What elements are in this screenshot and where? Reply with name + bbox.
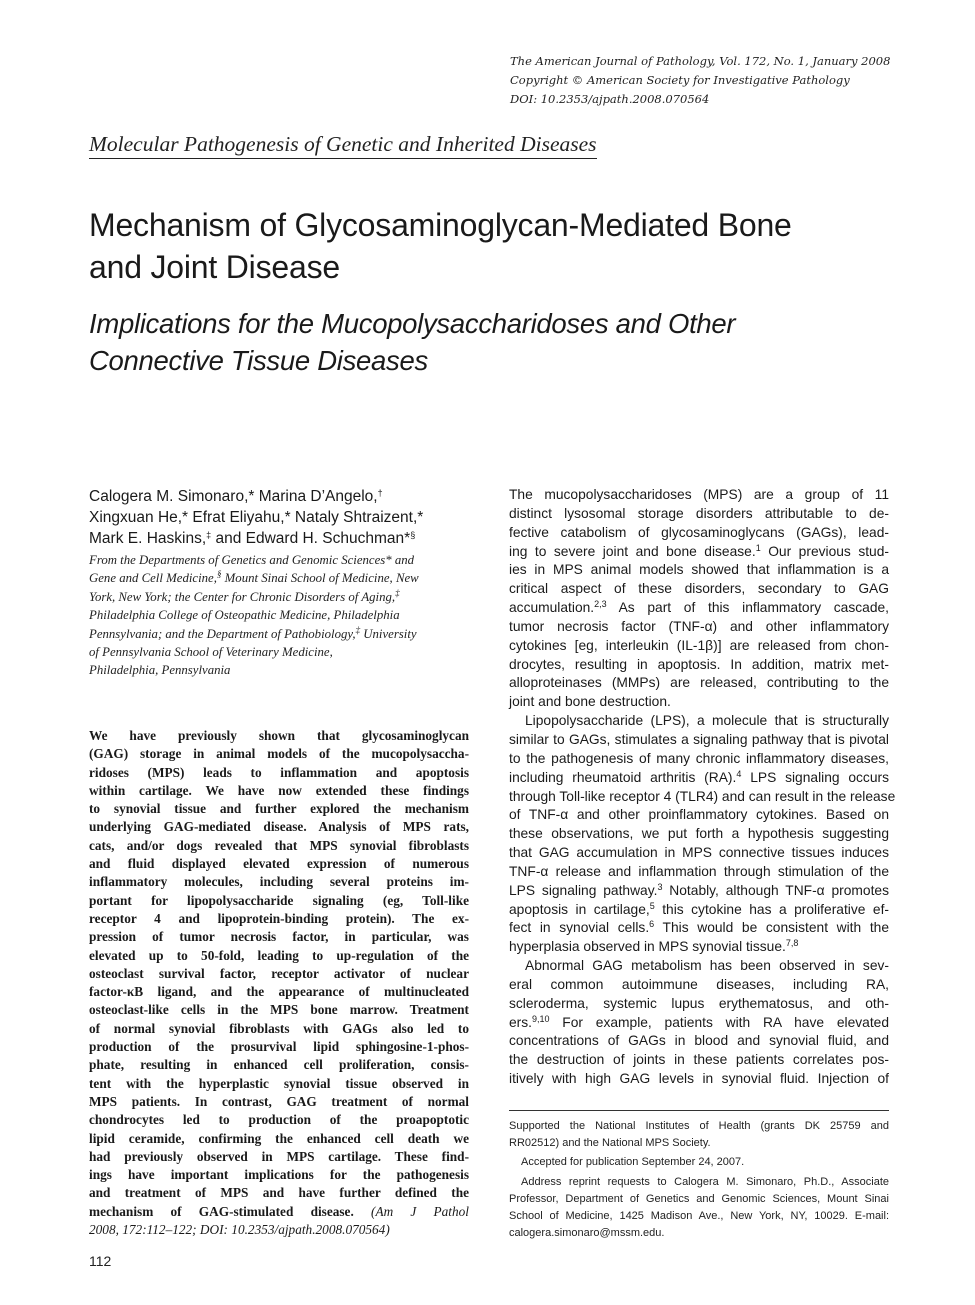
affiliation-text: Gene and Cell Medicine, xyxy=(89,571,217,586)
abstract-line: and fluid displayed elevated expression of numerous xyxy=(89,856,469,872)
affiliation-mark: § xyxy=(216,569,222,580)
abstract-line: factor-κB ligand, and the appearance of multinucleated xyxy=(89,984,469,1000)
body-line xyxy=(509,919,889,938)
reference-mark: 4 xyxy=(736,768,742,779)
affiliation-line: From the Departments of Genetics and Genomic Sciences* and xyxy=(89,553,415,567)
abstract-line: pression of tumor necrosis factor, in particular, was xyxy=(89,929,469,945)
abstract-line: of normal synovial fibroblasts with GAGs also led to xyxy=(89,1020,469,1036)
affiliation-line: Philadelphia College of Osteopathic Medicine, Philadelphia xyxy=(89,608,400,623)
abstract-text: mechanism of GAG-stimulated disease. xyxy=(89,1203,354,1219)
abstract-line: osteoclast survival factor, receptor activator of nuclear xyxy=(89,965,469,981)
abstract xyxy=(89,727,469,1239)
affiliation-text: York, New York; the Center for Chronic Disorders of Aging, xyxy=(89,589,396,604)
body-line: itively with high GAG levels in synovial fluid. Injection of xyxy=(509,1071,889,1087)
abstract-line: We have previously shown that glycosaminoglycan xyxy=(89,728,469,743)
affiliations xyxy=(89,551,474,680)
body-text: Our previous stud- xyxy=(760,543,889,559)
reference-mark: 9,10 xyxy=(532,1013,550,1024)
abstract-line: phate, resulting in enhanced cell proliferation, consis- xyxy=(89,1057,469,1073)
body-line: Abnormal GAG metabolism has been observed in sev- xyxy=(525,958,889,974)
body-line: that GAG accumulation in MPS connective tissues induces xyxy=(509,845,889,861)
abstract-line: (GAG) storage in animal models of the mucopolysaccha- xyxy=(89,746,469,762)
abstract-line: tent with the hyperplastic synovial tissue observed in xyxy=(89,1075,469,1091)
title-line: and Joint Disease xyxy=(89,249,340,285)
abstract-line: chondrocytes led to production of the proapoptotic xyxy=(89,1112,469,1128)
body-line: scleroderma, systemic lupus erythematosus, and oth- xyxy=(509,995,889,1011)
footnote-line: RR02512) and the National MPS Society. xyxy=(509,1137,711,1150)
reference-mark: 2,3 xyxy=(594,599,607,610)
author-text: Mark E. Haskins, xyxy=(89,530,207,547)
body-line xyxy=(509,882,889,901)
journal-doi: DOI: 10.2353/ajpath.2008.070564 xyxy=(510,92,710,106)
journal-copyright: Copyright © American Society for Investigative Pathology xyxy=(510,73,850,87)
affiliation-text: University xyxy=(360,626,417,641)
subtitle-line: Implications for the Mucopolysaccharidoses and Other xyxy=(89,308,736,339)
abstract-line: underlying GAG-mediated disease. Analysis of MPS rats, xyxy=(89,819,469,835)
reference-mark: 7,8 xyxy=(785,938,799,949)
body-line: Lipopolysaccharide (LPS), a molecule that is structurally xyxy=(525,713,889,729)
body-text: ing to severe joint and bone disease. xyxy=(509,543,756,559)
abstract-line: portant for lipopolysaccharide signaling (eg, Toll-like xyxy=(89,892,469,908)
footnotes xyxy=(509,1118,889,1242)
affiliation-line xyxy=(89,588,474,606)
reference-mark: 3 xyxy=(657,881,663,892)
body-text: As part of this inflammatory cascade, xyxy=(606,600,889,616)
abstract-line: within cartilage. We have now extended these findings xyxy=(89,782,469,798)
body-line: concentrations of GAGs in blood and synovial fluid, and xyxy=(509,1033,889,1049)
body-line: The mucopolysaccharidoses (MPS) are a group of 11 xyxy=(509,487,889,502)
title-line: Mechanism of Glycosaminoglycan-Mediated Bone xyxy=(89,207,792,243)
author-line xyxy=(89,486,489,507)
journal-citation: The American Journal of Pathology, Vol. 172, No. 1, January 2008 xyxy=(510,54,891,68)
body-line xyxy=(509,1014,889,1033)
abstract-citation: (Am J Pathol xyxy=(371,1203,469,1219)
body-line: similar to GAGs, stimulates a signaling pathway that is pivotal xyxy=(509,731,889,747)
affiliation-line: Philadelphia, Pennsylvania xyxy=(89,663,231,678)
body-line: these observations, we put forth a hypothesis suggesting xyxy=(509,826,889,842)
affiliation-mark: † xyxy=(377,488,383,498)
body-line: TNF-α release and inflammation through stimulation of the xyxy=(509,863,889,879)
body-text: hyperplasia observed in MPS synovial tissue. xyxy=(509,939,786,955)
affiliation-mark: § xyxy=(410,530,416,540)
body-line xyxy=(509,901,889,920)
body-text: LPS signaling pathway. xyxy=(509,882,658,898)
author-text: and Edward H. Schuchman* xyxy=(211,530,411,547)
body-line: through Toll-like receptor 4 (TLR4) and can result in the release xyxy=(509,788,896,804)
body-text: this cytokine has a proliferative ef- xyxy=(654,901,889,917)
introduction-text xyxy=(509,486,896,1089)
abstract-line: osteoclast-like cells in the MPS bone marrow. Treatment xyxy=(89,1002,469,1018)
abstract-line: had previously observed in MPS cartilage. These find- xyxy=(89,1148,469,1164)
abstract-line: inflammatory molecules, including several proteins im- xyxy=(89,874,469,890)
affiliation-line xyxy=(89,569,474,587)
section-heading: Molecular Pathogenesis of Genetic and Inherited Diseases xyxy=(89,132,597,159)
journal-header xyxy=(510,52,910,109)
author-line xyxy=(89,528,489,549)
footnote-divider xyxy=(509,1110,889,1111)
body-line: cytokines [eg, interleukin (IL-1β)] are released from chon- xyxy=(509,637,889,653)
abstract-line: to synovial tissue and further explored the mechanism xyxy=(89,801,469,817)
affiliation-text: Mount Sinai School of Medicine, New xyxy=(221,571,419,586)
author-list xyxy=(89,486,489,549)
footnote-line: Professor, Department of Genetics and Genomic Sciences, Mount Sinai xyxy=(509,1192,889,1205)
body-line xyxy=(509,769,889,788)
affiliation-mark: ‡ xyxy=(395,587,400,598)
abstract-line: ridoses (MPS) leads to inflammation and apoptosis xyxy=(89,764,469,780)
abstract-line: production of the prosurvival lipid sphingosine-1-phos- xyxy=(89,1039,469,1055)
abstract-line: MPS patients. In contrast, GAG treatment of normal xyxy=(89,1093,469,1109)
footnote-line: Address reprint requests to Calogera M. Simonaro, Ph.D., Associate xyxy=(521,1175,889,1188)
body-line xyxy=(509,599,889,618)
body-line xyxy=(509,543,889,562)
affiliation-mark: ‡ xyxy=(355,624,361,635)
abstract-line: ings have important implications for the pathogenesis xyxy=(89,1167,469,1183)
abstract-body xyxy=(89,727,469,1203)
body-text: including rheumatoid arthritis (RA). xyxy=(509,769,737,785)
body-text: ers. xyxy=(509,1014,532,1030)
article-subtitle xyxy=(89,305,889,379)
body-line: the destruction of joints in these patients correlates pos- xyxy=(509,1052,889,1068)
abstract-line: cats, and/or dogs revealed that MPS synovial fibroblasts xyxy=(89,837,469,853)
abstract-line: receptor 4 and lipoprotein-binding protein). The ex- xyxy=(89,910,469,926)
body-text: This would be consistent with the xyxy=(654,920,889,936)
reference-mark: 5 xyxy=(649,900,655,911)
body-line xyxy=(509,938,889,957)
affiliation-line xyxy=(89,625,474,643)
body-line: fective catabolism of glycosaminoglycans (GAGs), lead- xyxy=(509,524,889,540)
body-text: Notably, although TNF-α promotes xyxy=(662,882,890,898)
abstract-citation: 2008, 172:112–122; DOI: 10.2353/ajpath.2008.070564) xyxy=(89,1222,390,1238)
body-line: joint and bone destruction. xyxy=(509,694,671,710)
body-line: critical aspect of these disorders, secondary to GAG xyxy=(509,581,889,597)
body-line: distinct lysosomal storage disorders attributable to de- xyxy=(509,505,889,521)
body-line: to the pathogenesis of many chronic inflammatory diseases, xyxy=(509,750,889,766)
body-line: drocytes, resulting in apoptosis. In addition, matrix met- xyxy=(509,656,889,672)
body-text: LPS signaling occurs xyxy=(741,769,889,785)
affiliation-text: Pennsylvania; and the Department of Pathobiology, xyxy=(89,626,356,641)
abstract-line: and treatment of MPS and have further defined the xyxy=(89,1185,469,1201)
article-title xyxy=(89,204,889,288)
author-text: Calogera M. Simonaro,* Marina D’Angelo, xyxy=(89,488,378,505)
body-text: accumulation. xyxy=(509,600,595,616)
abstract-line: elevated up to 50-fold, leading to up-regulation of the xyxy=(89,947,469,963)
body-line: tumor necrosis factor (TNF-α) and other inflammatory xyxy=(509,618,889,634)
subtitle-line: Connective Tissue Diseases xyxy=(89,345,428,376)
body-text: For example, patients with RA have elevated xyxy=(549,1014,889,1030)
body-line: ies in MPS animal models showed that inflammation is a xyxy=(509,562,889,578)
reference-mark: 6 xyxy=(649,919,655,930)
abstract-line xyxy=(89,1203,469,1221)
footnote-line: School of Medicine, 1425 Madison Ave., New York, NY, 10029. E-mail: xyxy=(509,1209,889,1222)
email-link[interactable]: calogera.simonaro@mssm.edu. xyxy=(509,1227,665,1240)
page-number: 112 xyxy=(89,1253,112,1269)
body-text: fect in synovial cells. xyxy=(509,920,650,936)
affiliation-mark: ‡ xyxy=(206,530,212,540)
body-line: alloproteinases (MMPs) are released, contributing to the xyxy=(509,675,889,691)
author-line: Xingxuan He,* Efrat Eliyahu,* Nataly Shtraizent,* xyxy=(89,509,424,526)
reference-mark: 1 xyxy=(755,542,761,553)
footnote-line: Supported the National Institutes of Health (grants DK 25759 and xyxy=(509,1120,889,1132)
affiliation-line: of Pennsylvania School of Veterinary Medicine, xyxy=(89,645,333,660)
body-line: eral common autoimmune diseases, including RA, xyxy=(509,976,889,992)
paragraph xyxy=(509,486,889,543)
abstract-line: lipid ceramide, confirming the enhanced cell death we xyxy=(89,1130,469,1146)
footnote-line: Accepted for publication September 24, 2007. xyxy=(521,1156,745,1169)
body-text: apoptosis in cartilage, xyxy=(509,901,650,917)
body-line: of TNF-α and other proinflammatory cytokines. Based on xyxy=(509,807,889,823)
